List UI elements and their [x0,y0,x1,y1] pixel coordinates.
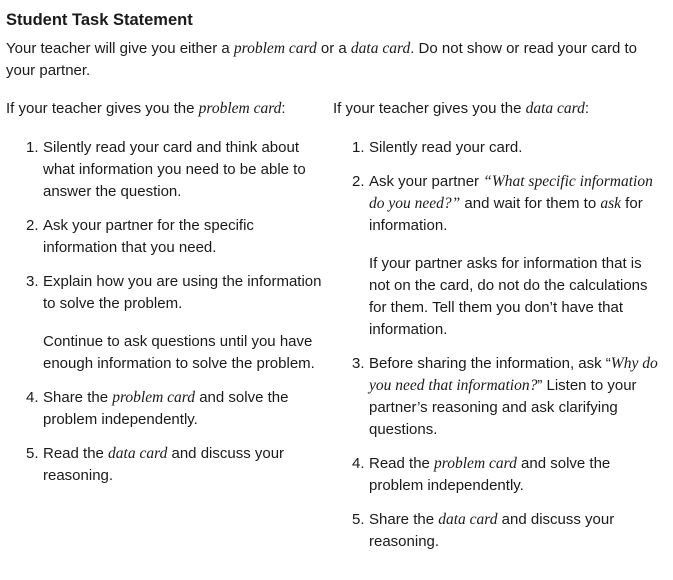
item-number: 4. [352,455,365,472]
item-number: 2. [26,217,39,234]
item-text [43,271,331,315]
item-emphasis: Why do you need that information? [369,355,658,394]
item-number: 3. [26,273,39,290]
item-number: 3. [352,355,365,372]
right-column-heading [333,98,589,120]
heading-text: If your teacher gives you the [333,100,526,117]
item-text-run: for information. [369,195,643,234]
item-text-run: Ask your partner for the specific information that you need. [43,217,254,256]
item-text [43,387,331,431]
item-text-run: Before sharing the information, ask “ [369,355,611,372]
item-number: 5. [352,511,365,528]
item-number: 1. [26,139,39,156]
list-item [26,443,331,487]
item-emphasis: problem card [434,455,517,472]
item-text-run: Silently read your card and think about what information you need to be able to answer the question. [43,139,306,200]
list-item [26,137,331,203]
item-number: 4. [26,389,39,406]
intro-text: . Do not show or read your card to your partner. [6,40,637,79]
intro-text: or a [316,40,351,57]
item-subparagraph: Continue to ask questions until you have enough information to solve the problem. [43,333,315,372]
item-text [369,137,662,159]
intro-text: Your teacher will give you either a [6,40,234,57]
list-item [352,137,662,159]
list-item [352,353,662,441]
list-item [352,509,662,553]
item-emphasis: data card [108,445,168,462]
item-text-run: and discuss your reasoning. [43,445,285,484]
item-number: 1. [352,139,365,156]
heading-emphasis: problem card [198,100,282,117]
item-text-run: Ask your partner [369,173,484,190]
item-text-run: Read the [43,445,109,462]
item-text-run: Explain how you are using the information to solve the problem. [43,273,322,312]
item-number: 2. [352,173,365,190]
left-column-heading [6,98,286,120]
item-text [369,353,662,441]
list-item [352,453,662,497]
item-text-run: Share the [43,389,113,406]
item-text-run: Read the [369,455,435,472]
heading-text: : [584,100,590,117]
intro-emphasis: data card [350,40,411,57]
item-text [369,453,662,497]
item-text [369,509,662,553]
item-emphasis: problem card [112,389,196,406]
item-text [369,171,662,237]
item-text-run: and solve the problem independently. [43,389,289,428]
list-item [352,171,662,341]
item-text [43,215,331,259]
item-text-run: ” Listen to your partner’s reasoning and ask clarifying questions. [369,377,637,438]
item-subparagraph: If your partner asks for information that is not on the card, do not do the calculations for them. Tell them you don’t have that information. [369,255,648,338]
item-text-run: Share the [369,511,439,528]
item-text [43,443,331,487]
item-number: 5. [26,445,39,462]
item-text-run: and wait for them to [460,195,601,212]
heading-emphasis: data card [525,100,585,117]
list-item [26,387,331,431]
item-text [43,137,331,203]
item-text-run: and discuss your reasoning. [369,511,615,550]
intro-paragraph [6,38,661,82]
item-emphasis: ask [600,195,622,212]
intro-emphasis: problem card [233,40,317,57]
list-item [26,271,331,375]
page-title: Student Task Statement [6,11,193,29]
data-card-steps [352,137,662,565]
list-item [26,215,331,259]
heading-text: : [281,100,286,117]
heading-text: If your teacher gives you the [6,100,199,117]
problem-card-steps [26,137,331,499]
item-text-run: and solve the problem independently. [369,455,611,494]
item-text-run: Silently read your card. [369,139,523,156]
item-emphasis: data card [438,511,498,528]
item-emphasis: “What specific information do you need?” [369,173,653,212]
